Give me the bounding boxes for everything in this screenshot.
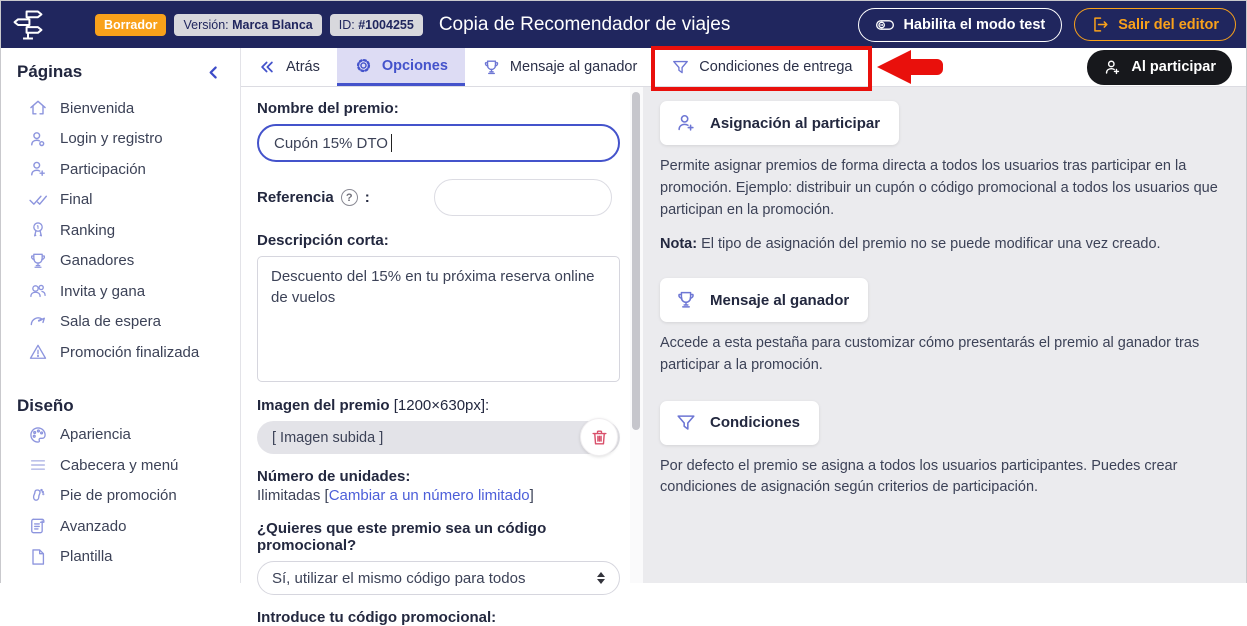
prize-options-form <box>241 87 630 626</box>
sidebar-item-pie-de-promocion[interactable]: Pie de promoción <box>1 481 240 512</box>
conditions-description: Por defecto el premio se asigna a todos los usuarios participantes. Puedes crear condiciones de asignación según criterios de participación. <box>660 457 1178 496</box>
sidebar-item-ranking[interactable]: Ranking <box>1 215 240 246</box>
sidebar-item-plantilla[interactable]: Plantilla <box>1 542 240 573</box>
gauge-icon <box>28 312 48 332</box>
double-chevron-left-icon <box>258 58 277 77</box>
gear-icon <box>354 56 373 75</box>
palette-icon <box>28 425 48 445</box>
app-logo-icon <box>9 6 47 44</box>
mensaje-al-ganador-button[interactable]: Mensaje al ganador <box>660 278 868 322</box>
sidebar-item-participacion[interactable]: Participación <box>1 154 240 185</box>
tab-bar <box>241 48 1246 87</box>
tab-mensaje-al-ganador[interactable]: Mensaje al ganador <box>465 48 654 86</box>
short-description-textarea[interactable]: Descuento del 15% en tu próxima reserva online de vuelos <box>257 256 620 382</box>
select-arrows-icon <box>597 572 605 584</box>
menu-lines-icon <box>28 455 48 475</box>
tab-opciones[interactable]: Opciones <box>337 48 465 86</box>
medal-icon <box>28 220 48 240</box>
promo-question-label: ¿Quieres que este premio sea un código promocional? <box>257 520 547 555</box>
help-icon[interactable]: ? <box>341 189 358 206</box>
home-icon <box>28 98 48 118</box>
sidebar-item-bienvenida[interactable]: Bienvenida <box>1 93 240 124</box>
change-limit-link[interactable]: Cambiar a un número limitado <box>328 487 530 505</box>
sidebar-item-final[interactable]: Final <box>1 185 240 216</box>
prize-image-field: [ Imagen subida ] <box>257 421 620 454</box>
al-participar-button[interactable]: Al participar <box>1087 50 1232 85</box>
text-caret <box>391 134 392 152</box>
sidebar-collapse-icon[interactable] <box>205 64 222 81</box>
sidebar-item-promocion-finalizada[interactable]: Promoción finalizada <box>1 337 240 368</box>
page-title: Copia de Recomendador de viajes <box>438 13 731 35</box>
condiciones-button[interactable]: Condiciones <box>660 401 819 445</box>
sidebar-item-invita-y-gana[interactable]: Invita y gana <box>1 276 240 307</box>
prize-image-label: Imagen del premio [1200×630px]: <box>257 397 490 415</box>
sidebar-item-cabecera-y-menu[interactable]: Cabecera y menú <box>1 450 240 481</box>
warning-icon <box>28 342 48 362</box>
sidebar-pages-heading: Páginas <box>17 62 83 81</box>
toggle-icon <box>875 15 895 35</box>
scrollbar-thumb[interactable] <box>632 92 640 430</box>
sidebar-item-ganadores[interactable]: Ganadores <box>1 246 240 277</box>
funnel-icon <box>671 58 690 77</box>
sidebar-item-login-y-registro[interactable]: Login y registro <box>1 124 240 155</box>
top-header <box>1 1 1246 48</box>
assign-note: Nota: El tipo de asignación del premio no se puede modificar una vez creado. <box>660 236 1161 253</box>
winner-description: Accede a esta pestaña para customizar cómo presentarás el premio al ganador tras participar a la promoción. <box>660 335 1200 373</box>
asignacion-al-participar-button[interactable]: Asignación al participar <box>660 101 899 145</box>
trophy-icon <box>675 289 697 311</box>
user-plus-icon <box>675 112 697 134</box>
page-icon <box>28 547 48 567</box>
scroll-icon <box>28 516 48 536</box>
reference-input[interactable] <box>434 179 612 216</box>
tab-condiciones-de-entrega[interactable]: Condiciones de entrega <box>654 48 869 86</box>
prize-name-input[interactable]: Cupón 15% DTO <box>257 124 620 162</box>
trophy-icon <box>482 58 501 77</box>
exit-editor-button[interactable]: Salir del editor <box>1074 8 1236 41</box>
promo-code-label: Introduce tu código promocional: <box>257 609 497 626</box>
assign-description: Permite asignar premios de forma directa a todos los usuarios tras participar en la promoción. Ejemplo: distribuir un cupón o código promocional a todos los usuarios que participan en la promoción. <box>660 158 1218 218</box>
sidebar-design-heading: Diseño <box>17 395 74 415</box>
prize-name-label: Nombre del premio: <box>257 100 399 118</box>
double-check-icon <box>28 190 48 210</box>
delete-image-button[interactable] <box>580 418 618 456</box>
trophy-icon <box>28 251 48 271</box>
sidebar-item-apariencia[interactable]: Apariencia <box>1 420 240 451</box>
units-value: Ilimitadas [Cambiar a un número limitado] <box>257 487 534 505</box>
short-description-label: Descripción corta: <box>257 232 389 250</box>
version-badge: Versión: Marca Blanca <box>174 14 321 36</box>
sidebar <box>1 48 241 583</box>
user-plus-icon <box>1103 58 1122 77</box>
units-label: Número de unidades: <box>257 468 411 486</box>
promo-code-select[interactable]: Sí, utilizar el mismo código para todos <box>257 561 620 595</box>
user-badge-icon <box>28 129 48 149</box>
annotation-arrow-icon <box>875 48 947 86</box>
id-badge: ID: #1004255 <box>330 14 423 36</box>
form-scrollbar <box>630 87 643 583</box>
funnel-icon <box>675 412 697 434</box>
tab-back[interactable]: Atrás <box>241 48 337 86</box>
reference-label: Referencia ? : <box>257 189 370 207</box>
exit-icon <box>1091 15 1110 34</box>
sidebar-item-avanzado[interactable]: Avanzado <box>1 511 240 542</box>
user-plus-icon <box>28 159 48 179</box>
assignment-info-panel <box>643 87 1246 583</box>
users-icon <box>28 281 48 301</box>
foot-icon <box>28 486 48 506</box>
status-badge: Borrador <box>95 14 166 36</box>
enable-test-mode-button[interactable]: Habilita el modo test <box>858 8 1062 42</box>
sidebar-item-sala-de-espera[interactable]: Sala de espera <box>1 307 240 338</box>
